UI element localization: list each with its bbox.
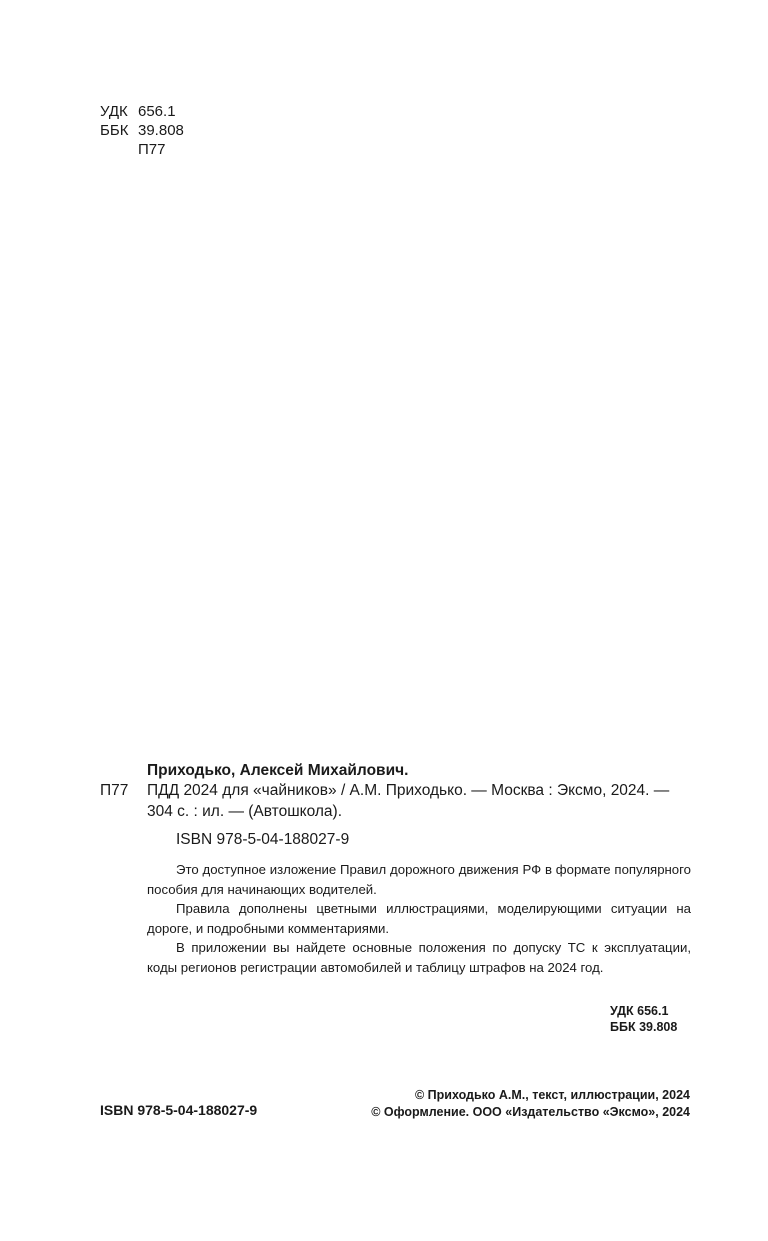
bbk-label: ББК	[100, 122, 129, 139]
annotation	[147, 860, 691, 977]
author-code-top: П77	[138, 141, 166, 158]
udk-right: УДК 656.1	[610, 1004, 669, 1018]
udk-row	[100, 102, 184, 121]
author-code-left: П77	[100, 782, 129, 799]
udk-value: 656.1	[138, 103, 176, 120]
isbn-footer: ISBN 978-5-04-188027-9	[100, 1102, 258, 1118]
annotation-paragraph: В приложении вы найдете основные положения по допуску ТС к эксплуатации, коды регионов регистрации автомобилей и таблицу штрафов на 2024 год.	[147, 940, 691, 975]
isbn-record: ISBN 978-5-04-188027-9	[176, 831, 350, 848]
classification-codes-top	[100, 102, 184, 159]
bbk-value: 39.808	[138, 122, 184, 139]
annotation-paragraph: Правила дополнены цветными иллюстрациями, моделирующими ситуации на дороге, и подробными комментариями.	[147, 901, 691, 936]
copyright-block	[371, 1087, 690, 1120]
author-heading: Приходько, Алексей Михайлович.	[147, 762, 409, 779]
copyright-author: © Приходько А.М., текст, иллюстрации, 2024	[414, 1088, 690, 1102]
annotation-paragraph: Это доступное изложение Правил дорожного движения РФ в формате популярного пособия для начинающих водителей.	[147, 862, 691, 897]
author-code-row	[100, 140, 184, 159]
bibliographic-description: ПДД 2024 для «чайников» / А.М. Приходько. — Москва : Эксмо, 2024. — 304 с. : ил. — (Автошкола).	[147, 782, 670, 820]
copyright-design: © Оформление. ООО «Издательство «Эксмо», 2024	[371, 1104, 690, 1119]
bbk-right: ББК 39.808	[610, 1020, 678, 1034]
classification-codes-right	[610, 1003, 677, 1035]
udk-label: УДК	[100, 103, 128, 120]
bbk-row	[100, 121, 184, 140]
